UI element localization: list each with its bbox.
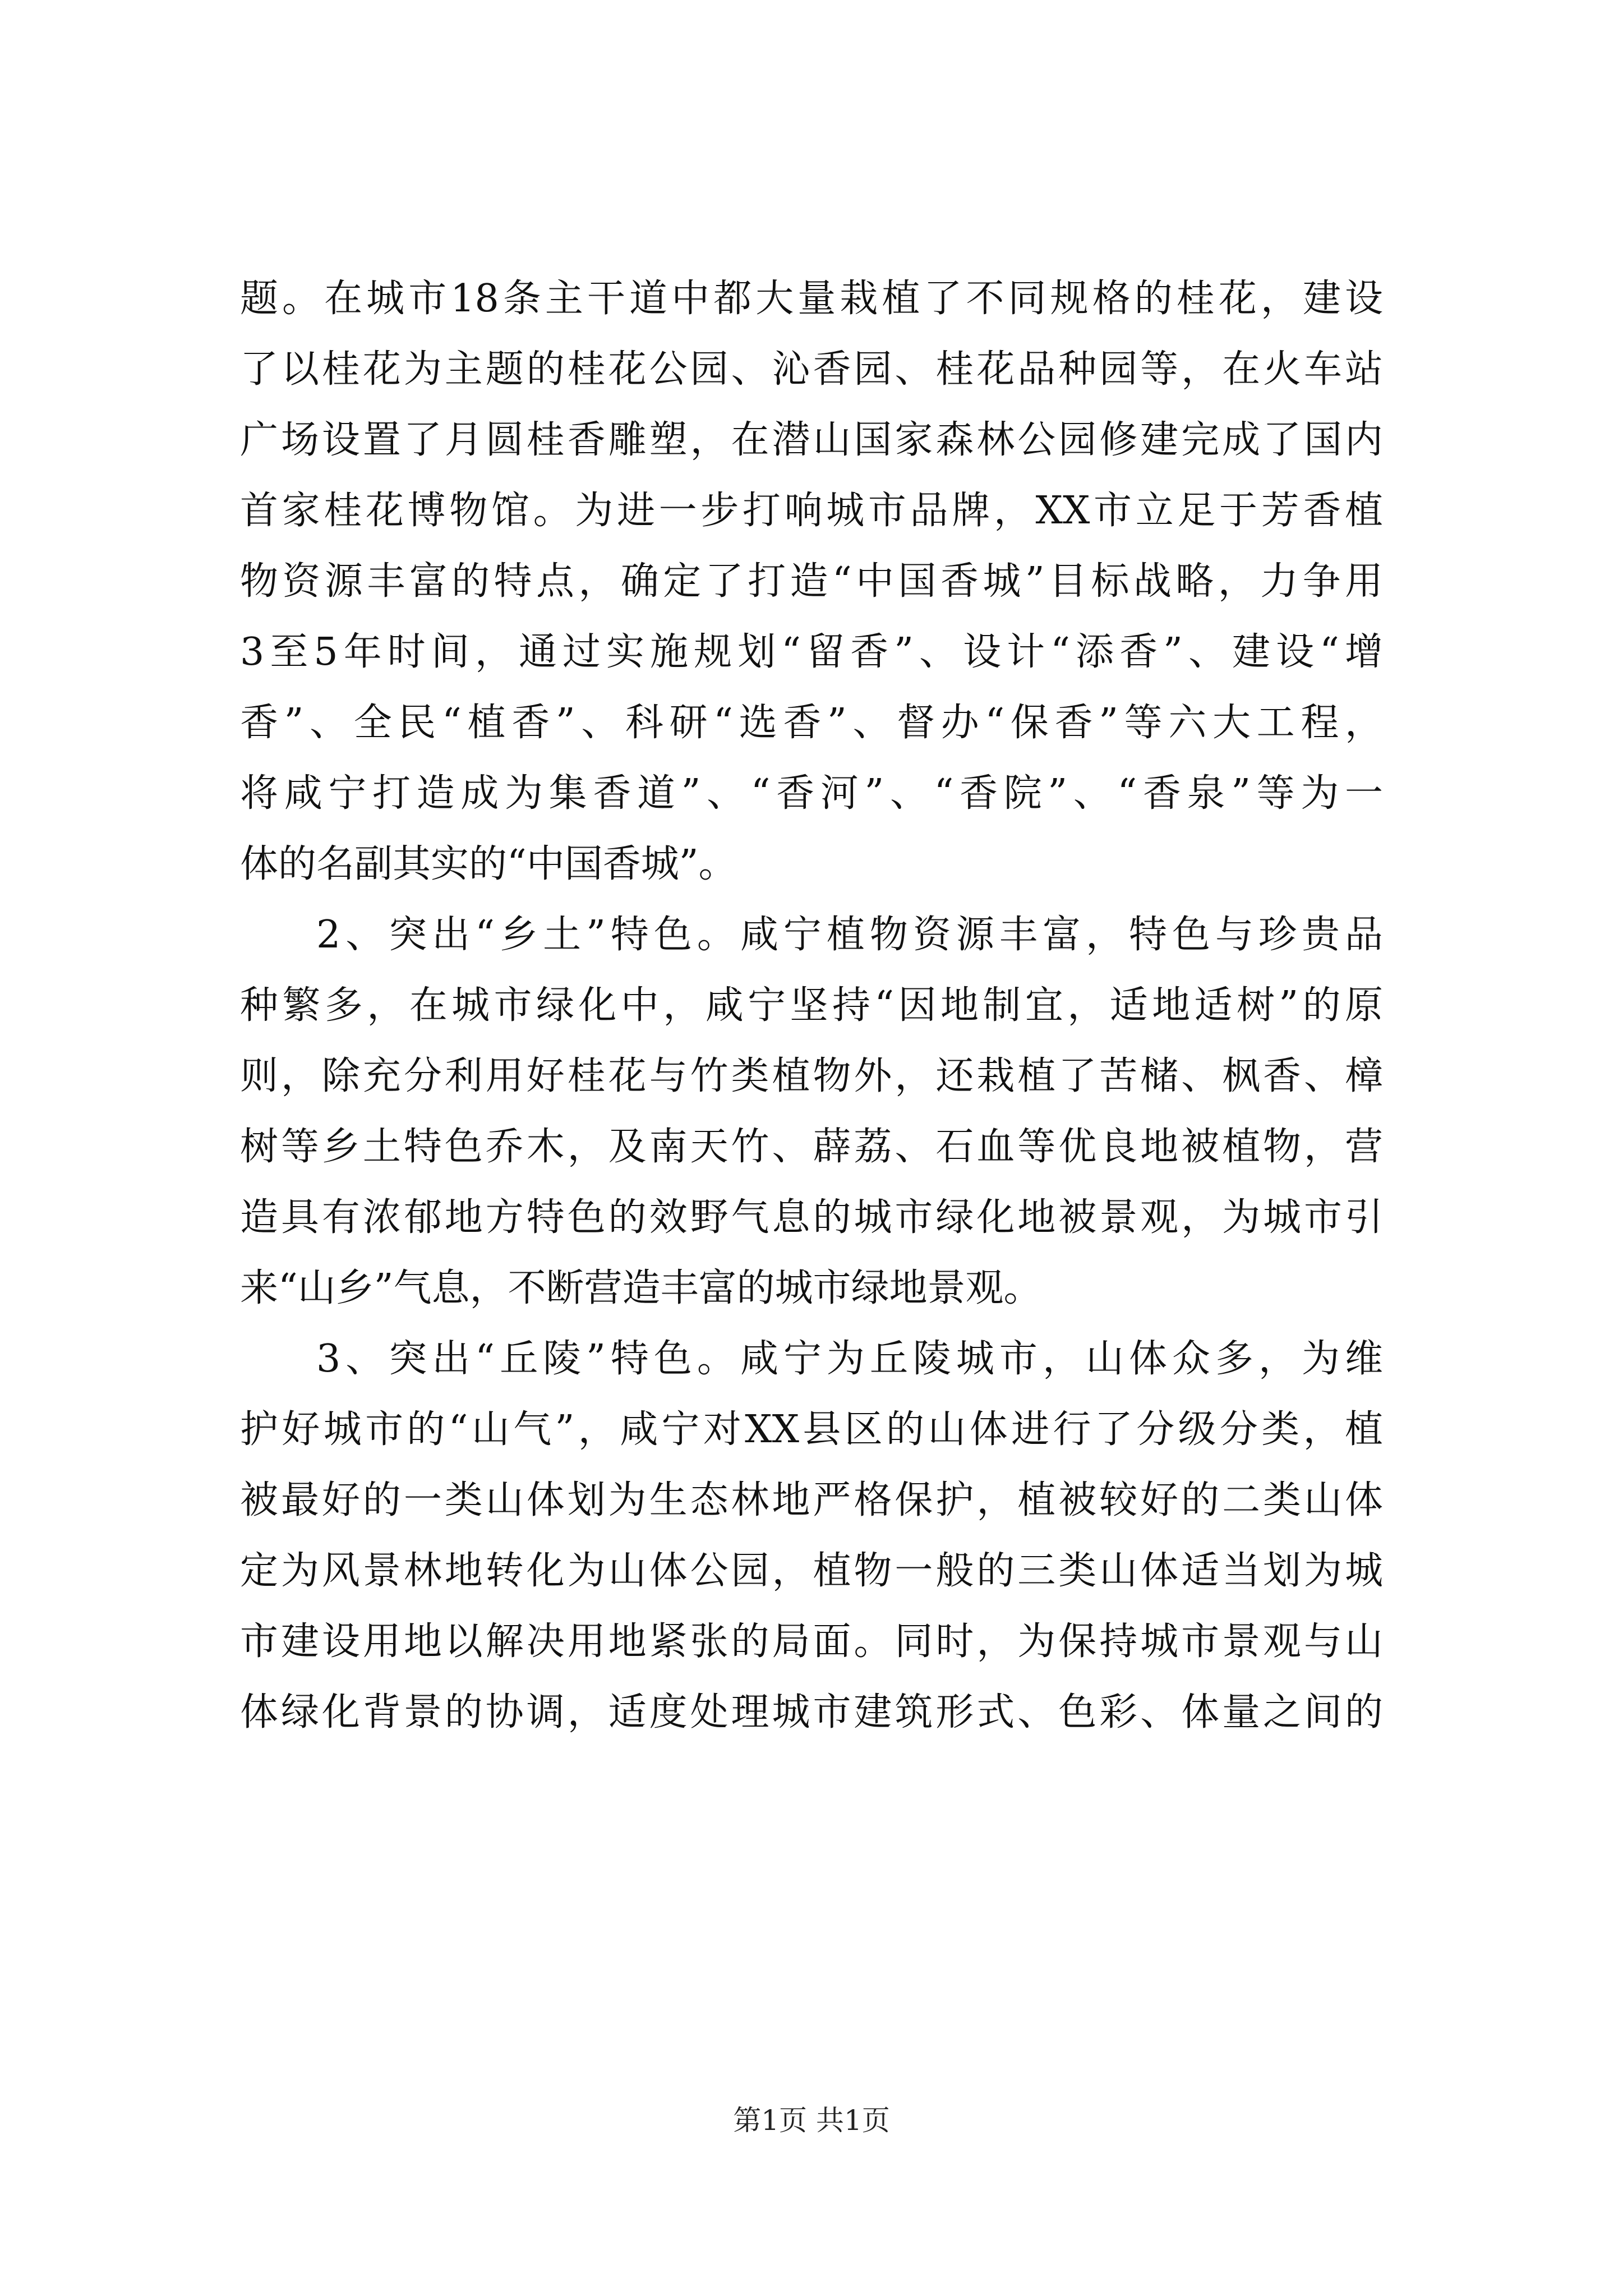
paragraph-line: 首家桂花博物馆。为进一步打响城市品牌，XX市立足于芳香植 — [240, 489, 1383, 533]
paragraph-line: 题。在城市18条主干道中都大量栽植了不同规格的桂花，建设 — [240, 277, 1383, 321]
paragraph-line: 体绿化背景的协调，适度处理城市建筑形式、色彩、体量之间的 — [240, 1690, 1383, 1734]
paragraph-line: 被最好的一类山体划为生态林地严格保护，植被较好的二类山体 — [240, 1478, 1383, 1522]
paragraph-2 — [240, 900, 1383, 1324]
document-body — [240, 264, 1383, 1748]
page-number-footer: 第1页 共1页 — [733, 2104, 890, 2137]
paragraph-line: 3至5年时间，通过实施规划“留香”、设计“添香”、建设“增 — [240, 630, 1383, 674]
paragraph-line: 2、突出“乡土”特色。咸宁植物资源丰富，特色与珍贵品 — [316, 913, 1383, 957]
paragraph-1 — [240, 264, 1383, 900]
paragraph-3 — [240, 1324, 1383, 1748]
paragraph-line: 广场设置了月圆桂香雕塑，在潜山国家森林公园修建完成了国内 — [240, 418, 1383, 462]
paragraph-line: 定为风景林地转化为山体公园，植物一般的三类山体适当划为城 — [240, 1549, 1383, 1593]
paragraph-line: 则，除充分利用好桂花与竹类植物外，还栽植了苦槠、枫香、樟 — [240, 1054, 1383, 1098]
paragraph-line: 3、突出“丘陵”特色。咸宁为丘陵城市，山体众多，为维 — [316, 1337, 1383, 1381]
paragraph-line: 种繁多，在城市绿化中，咸宁坚持“因地制宜，适地适树”的原 — [240, 983, 1383, 1028]
paragraph-line: 护好城市的“山气”，咸宁对XX县区的山体进行了分级分类，植 — [240, 1407, 1383, 1452]
paragraph-line: 体的名副其实的“中国香城”。 — [240, 842, 737, 886]
paragraph-line: 造具有浓郁地方特色的效野气息的城市绿化地被景观，为城市引 — [240, 1195, 1383, 1240]
paragraph-line: 市建设用地以解决用地紧张的局面。同时，为保持城市景观与山 — [240, 1619, 1383, 1664]
paragraph-line: 将咸宁打造成为集香道”、“香河”、“香院”、“香泉”等为一 — [240, 771, 1383, 816]
paragraph-line: 了以桂花为主题的桂花公园、沁香园、桂花品种园等，在火车站 — [240, 347, 1383, 392]
paragraph-line: 树等乡土特色乔木，及南天竹、薜荔、石血等优良地被植物，营 — [240, 1125, 1383, 1169]
paragraph-line: 来“山乡”气息，不断营造丰富的城市绿地景观。 — [240, 1266, 1042, 1310]
paragraph-line: 物资源丰富的特点，确定了打造“中国香城”目标战略，力争用 — [240, 559, 1383, 604]
paragraph-line: 香”、全民“植香”、科研“选香”、督办“保香”等六大工程， — [240, 701, 1383, 745]
